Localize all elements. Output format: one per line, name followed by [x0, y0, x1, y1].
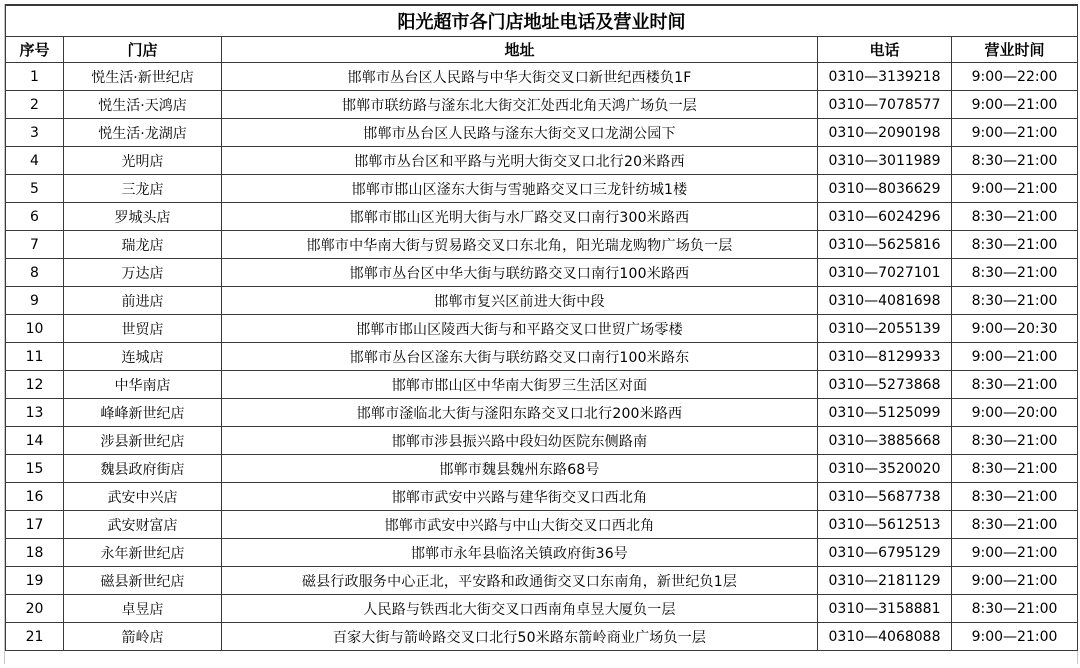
cell-address: 百家大街与箭岭路交叉口北行50米路东箭岭商业广场负一层: [222, 623, 818, 651]
cell-address: 邯郸市涉县振兴路中段妇幼医院东侧路南: [222, 427, 818, 455]
cell-address: 磁县行政服务中心正北，平安路和政通街交叉口东南角，新世纪负1层: [222, 567, 818, 595]
table-row: [6, 371, 1078, 399]
cell-address: 邯郸市联纺路与滏东北大街交汇处西北角天鸿广场负一层: [222, 91, 818, 119]
cell-address: 邯郸市中华南大街与贸易路交叉口东北角，阳光瑞龙购物广场负一层: [222, 231, 818, 259]
cell-store: 涉县新世纪店: [64, 427, 222, 455]
cell-hours: 8:30—21:00: [952, 511, 1078, 539]
cell-address: 邯郸市邯山区光明大街与水厂路交叉口南行300米路西: [222, 203, 818, 231]
cell-address: 邯郸市武安中兴路与中山大街交叉口西北角: [222, 511, 818, 539]
cell-phone: 0310—5612513: [818, 511, 952, 539]
table-row: [6, 455, 1078, 483]
cell-address: 邯郸市复兴区前进大街中段: [222, 287, 818, 315]
cell-no: 11: [6, 343, 64, 371]
cell-hours: 8:30—21:00: [952, 287, 1078, 315]
cell-hours: 9:00—21:00: [952, 119, 1078, 147]
cell-no: 13: [6, 399, 64, 427]
table-row: [6, 427, 1078, 455]
cell-no: 8: [6, 259, 64, 287]
table-row: [6, 539, 1078, 567]
cell-address: 邯郸市永年县临洺关镇政府街36号: [222, 539, 818, 567]
cell-address: 邯郸市丛台区人民路与滏东大街交叉口龙湖公园下: [222, 119, 818, 147]
cell-phone: 0310—8129933: [818, 343, 952, 371]
cell-phone: 0310—5273868: [818, 371, 952, 399]
cell-hours: 9:00—20:30: [952, 315, 1078, 343]
table-row: [6, 623, 1078, 651]
cell-hours: 9:00—21:00: [952, 91, 1078, 119]
table-row: [6, 119, 1078, 147]
cell-no: 15: [6, 455, 64, 483]
cell-store: 箭岭店: [64, 623, 222, 651]
table-row: [6, 147, 1078, 175]
table-row: [6, 595, 1078, 623]
cell-store: 光明店: [64, 147, 222, 175]
header-address: 地址: [222, 37, 818, 63]
cell-store: 连城店: [64, 343, 222, 371]
cell-no: 5: [6, 175, 64, 203]
cell-hours: 9:00—22:00: [952, 63, 1078, 91]
cell-no: 7: [6, 231, 64, 259]
cell-no: 18: [6, 539, 64, 567]
cell-phone: 0310—7078577: [818, 91, 952, 119]
cell-no: 17: [6, 511, 64, 539]
cell-address: 邯郸市邯山区陵西大街与和平路交叉口世贸广场零楼: [222, 315, 818, 343]
header-row: [6, 37, 1078, 63]
cell-no: 1: [6, 63, 64, 91]
cell-no: 3: [6, 119, 64, 147]
cell-hours: 8:30—21:00: [952, 595, 1078, 623]
cell-no: 20: [6, 595, 64, 623]
cell-store: 中华南店: [64, 371, 222, 399]
cell-store: 罗城头店: [64, 203, 222, 231]
table-row: [6, 175, 1078, 203]
cell-no: 2: [6, 91, 64, 119]
table-row: [6, 63, 1078, 91]
cell-store: 魏县政府街店: [64, 455, 222, 483]
cell-store: 卓昱店: [64, 595, 222, 623]
cell-phone: 0310—2181129: [818, 567, 952, 595]
spreadsheet-frame: [4, 4, 1078, 664]
cell-address: 邯郸市丛台区中华大街与联纺路交叉口南行100米路西: [222, 259, 818, 287]
cell-no: 19: [6, 567, 64, 595]
cell-no: 16: [6, 483, 64, 511]
cell-hours: 9:00—21:00: [952, 623, 1078, 651]
cell-no: 12: [6, 371, 64, 399]
cell-phone: 0310—5687738: [818, 483, 952, 511]
cell-store: 峰峰新世纪店: [64, 399, 222, 427]
cell-address: 邯郸市邯山区中华南大街罗三生活区对面: [222, 371, 818, 399]
table-row: [6, 315, 1078, 343]
cell-no: 10: [6, 315, 64, 343]
cell-no: 4: [6, 147, 64, 175]
cell-phone: 0310—2055139: [818, 315, 952, 343]
cell-hours: 9:00—20:00: [952, 399, 1078, 427]
cell-hours: 9:00—21:00: [952, 343, 1078, 371]
cell-address: 邯郸市滏临北大街与滏阳东路交叉口北行200米路西: [222, 399, 818, 427]
cell-store: 武安财富店: [64, 511, 222, 539]
cell-no: 6: [6, 203, 64, 231]
cell-phone: 0310—4068088: [818, 623, 952, 651]
cell-phone: 0310—4081698: [818, 287, 952, 315]
cell-phone: 0310—3520020: [818, 455, 952, 483]
cell-store: 悦生活·龙湖店: [64, 119, 222, 147]
cell-address: 邯郸市魏县魏州东路68号: [222, 455, 818, 483]
cell-address: 人民路与铁西北大街交叉口西南角卓昱大厦负一层: [222, 595, 818, 623]
cell-hours: 8:30—21:00: [952, 231, 1078, 259]
cell-phone: 0310—3158881: [818, 595, 952, 623]
cell-hours: 9:00—21:00: [952, 175, 1078, 203]
cell-hours: 9:00—21:00: [952, 567, 1078, 595]
cell-phone: 0310—6024296: [818, 203, 952, 231]
cell-phone: 0310—2090198: [818, 119, 952, 147]
table-row: [6, 567, 1078, 595]
cell-store: 悦生活·天鸿店: [64, 91, 222, 119]
table-row: [6, 287, 1078, 315]
cell-phone: 0310—3139218: [818, 63, 952, 91]
table-row: [6, 399, 1078, 427]
cell-phone: 0310—3885668: [818, 427, 952, 455]
table-title: 阳光超市各门店地址电话及营业时间: [6, 5, 1078, 37]
cell-store: 悦生活·新世纪店: [64, 63, 222, 91]
cell-hours: 8:30—21:00: [952, 259, 1078, 287]
table-row: [6, 511, 1078, 539]
cell-no: 9: [6, 287, 64, 315]
cell-no: 14: [6, 427, 64, 455]
store-table: [5, 4, 1078, 651]
cell-phone: 0310—5625816: [818, 231, 952, 259]
table-row: [6, 203, 1078, 231]
header-no: 序号: [6, 37, 64, 63]
table-row: [6, 259, 1078, 287]
cell-store: 武安中兴店: [64, 483, 222, 511]
cell-store: 世贸店: [64, 315, 222, 343]
cell-phone: 0310—3011989: [818, 147, 952, 175]
cell-store: 三龙店: [64, 175, 222, 203]
cell-phone: 0310—8036629: [818, 175, 952, 203]
header-hours: 营业时间: [952, 37, 1078, 63]
table-row: [6, 483, 1078, 511]
cell-store: 永年新世纪店: [64, 539, 222, 567]
cell-store: 瑞龙店: [64, 231, 222, 259]
cell-address: 邯郸市丛台区和平路与光明大街交叉口北行20米路西: [222, 147, 818, 175]
table-row: [6, 231, 1078, 259]
header-store: 门店: [64, 37, 222, 63]
cell-hours: 8:30—21:00: [952, 371, 1078, 399]
cell-store: 磁县新世纪店: [64, 567, 222, 595]
cell-hours: 8:30—21:00: [952, 427, 1078, 455]
cell-store: 前进店: [64, 287, 222, 315]
cell-address: 邯郸市武安中兴路与建华街交叉口西北角: [222, 483, 818, 511]
cell-store: 万达店: [64, 259, 222, 287]
table-row: [6, 343, 1078, 371]
table-row: [6, 91, 1078, 119]
cell-address: 邯郸市丛台区人民路与中华大街交叉口新世纪西楼负1F: [222, 63, 818, 91]
cell-hours: 9:00—21:00: [952, 539, 1078, 567]
title-row: [6, 5, 1078, 37]
cell-phone: 0310—5125099: [818, 399, 952, 427]
cell-phone: 0310—6795129: [818, 539, 952, 567]
cell-hours: 8:30—21:00: [952, 147, 1078, 175]
cell-hours: 8:30—21:00: [952, 455, 1078, 483]
header-phone: 电话: [818, 37, 952, 63]
cell-address: 邯郸市丛台区滏东大街与联纺路交叉口南行100米路东: [222, 343, 818, 371]
cell-hours: 8:30—21:00: [952, 203, 1078, 231]
cell-phone: 0310—7027101: [818, 259, 952, 287]
cell-no: 21: [6, 623, 64, 651]
cell-hours: 8:30—21:00: [952, 483, 1078, 511]
cell-address: 邯郸市邯山区滏东大街与雪驰路交叉口三龙针纺城1楼: [222, 175, 818, 203]
